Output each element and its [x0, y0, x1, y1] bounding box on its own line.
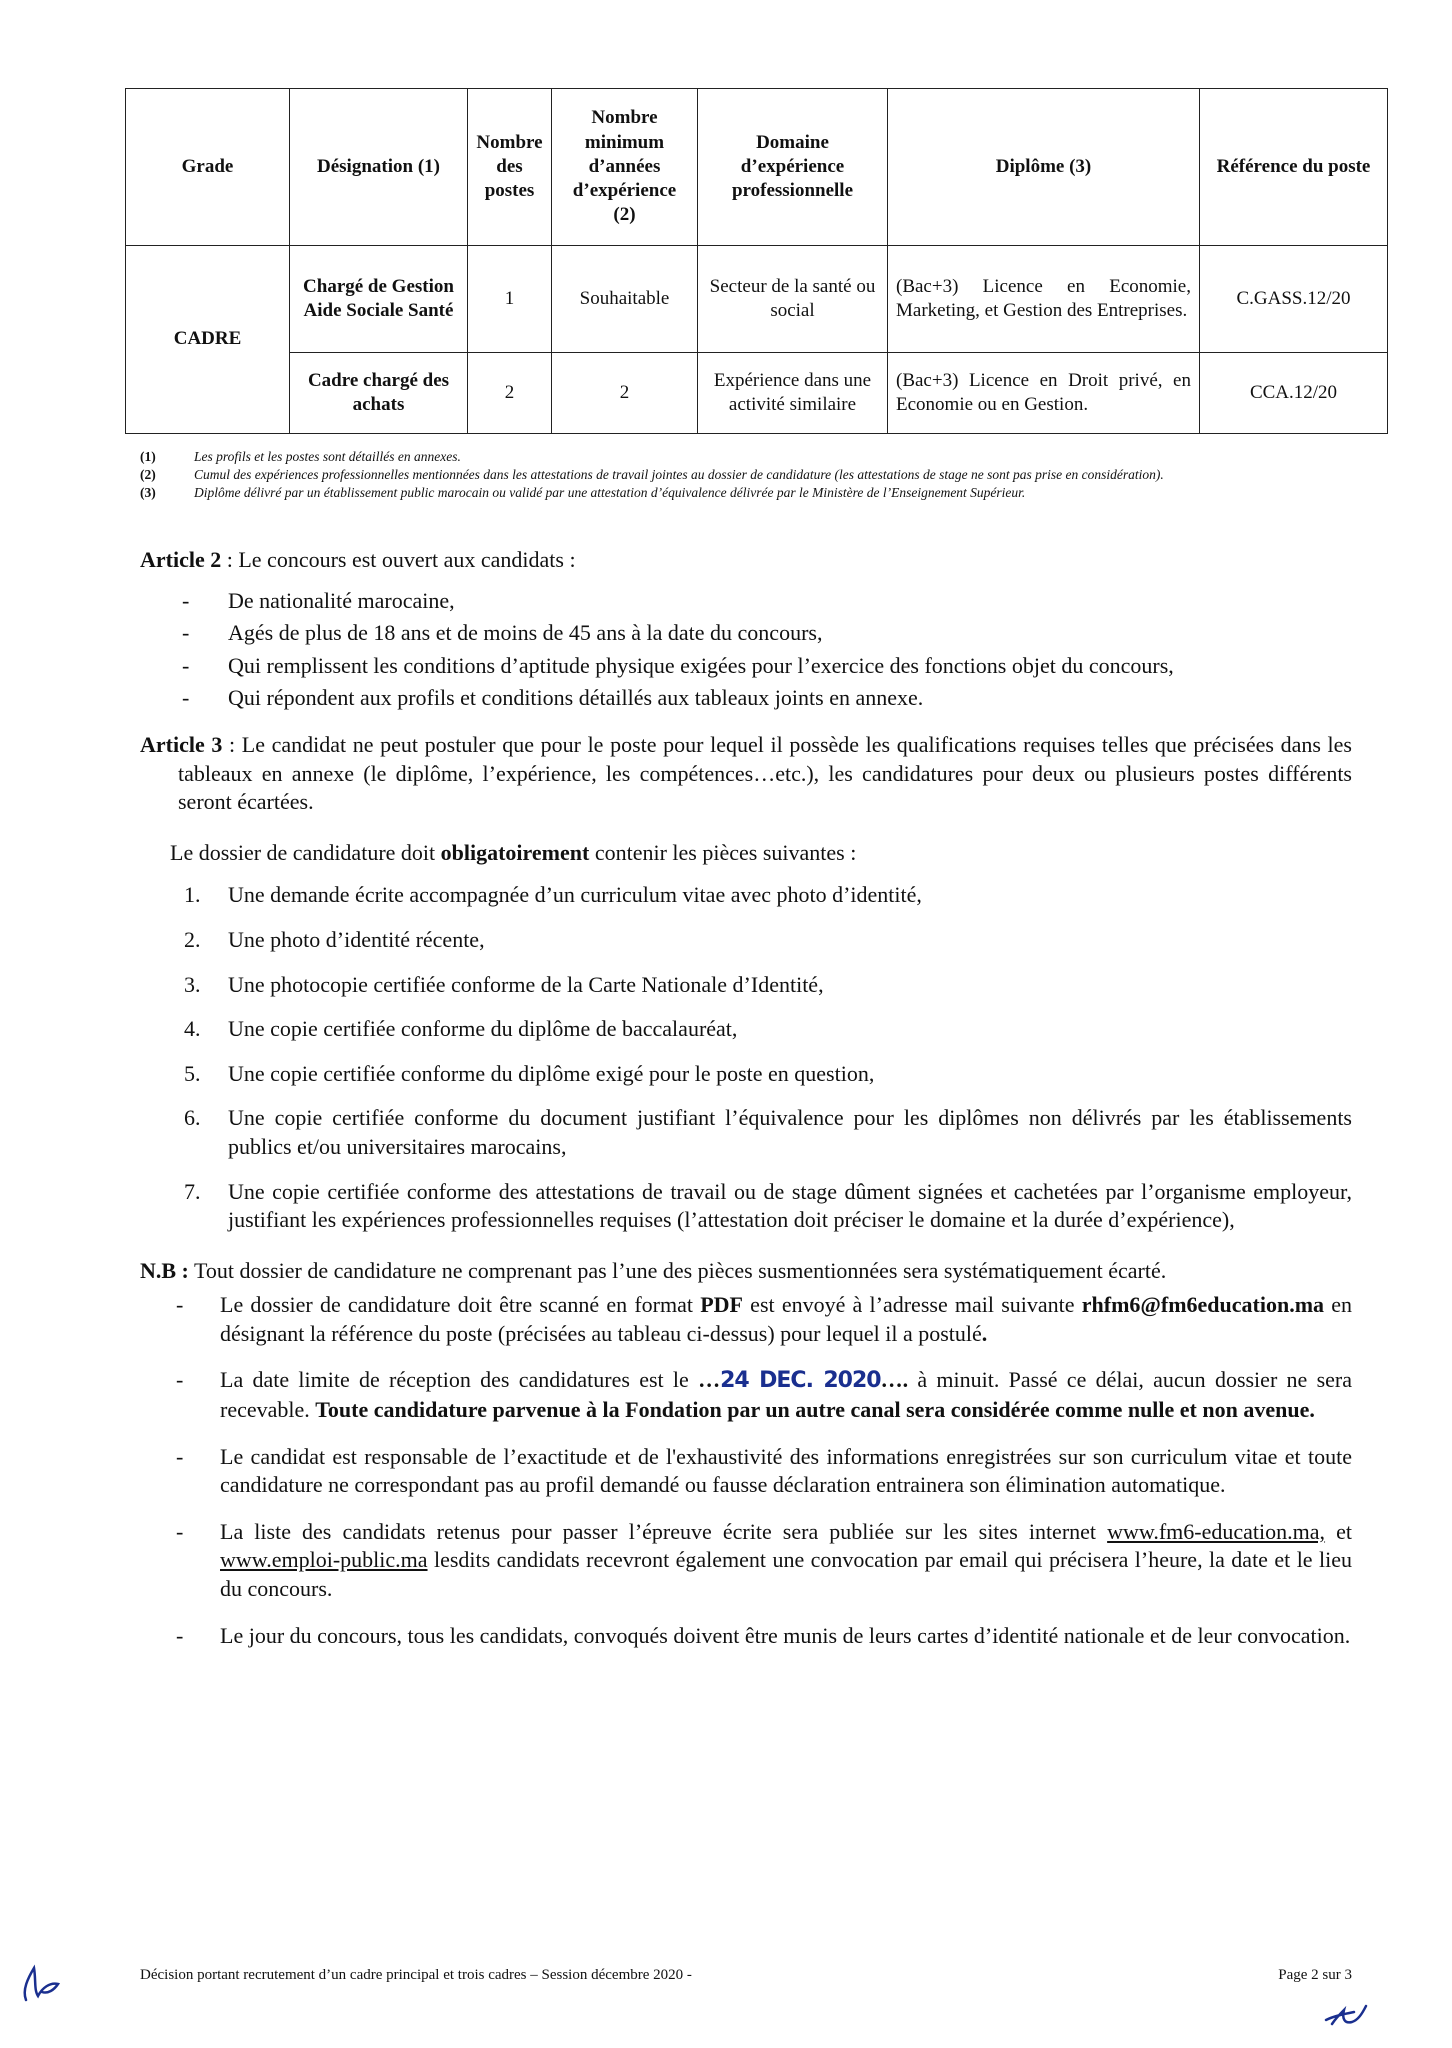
- emploi-public-link[interactable]: www.emploi-public.ma: [220, 1547, 428, 1573]
- nb-item-text: et: [1325, 1518, 1352, 1544]
- page-footer: [140, 1966, 1352, 1986]
- list-item: - Qui répondent aux profils et conditions détaillés aux tableaux joints en annexe.: [228, 684, 1352, 713]
- article-3: [140, 731, 1352, 817]
- nb-item-text: est envoyé à l’adresse mail suivante: [742, 1292, 1082, 1318]
- diplome-cell: (Bac+3) Licence en Droit privé, en Economie ou en Gestion.: [888, 353, 1200, 434]
- fm6-education-link[interactable]: www.fm6-education.ma,: [1107, 1518, 1326, 1544]
- header-designation: Désignation (1): [290, 89, 468, 246]
- date-dots: …: [698, 1367, 721, 1393]
- footnote-text: Diplôme délivré par un établissement public marocain ou validé par une attestation d’équivalence délivrée par le Ministère de l’Enseignement Supérieur.: [194, 484, 1026, 500]
- list-item: - De nationalité marocaine,: [228, 587, 1352, 616]
- header-nombre-postes: Nombre des postes: [468, 89, 552, 246]
- footnote-number: (3): [140, 484, 156, 500]
- nb-item-text: Le dossier de candidature doit être scanné en format: [220, 1292, 701, 1318]
- article-2-conditions-list: [140, 587, 1352, 713]
- pdf-format: PDF: [700, 1292, 743, 1318]
- footnote-text: Cumul des expériences professionnelles mentionnées dans les attestations de travail jointes au dossier de candidature (les attestations de stage ne sont pas prise en considération).: [194, 466, 1164, 482]
- list-item: Une photocopie certifiée conforme de la Carte Nationale d’Identité,: [228, 971, 824, 997]
- date-dots: ….: [880, 1367, 909, 1393]
- diplome-cell: (Bac+3) Licence en Economie, Marketing, et Gestion des Entreprises.: [888, 246, 1200, 353]
- footnote: [140, 448, 1355, 466]
- dossier-intro-text-end: contenir les pièces suivantes :: [589, 839, 857, 865]
- list-item: Une copie certifiée conforme du document justifiant l’équivalence pour les diplômes non délivrés par les établissements publics et/ou universitaires marocains,: [228, 1105, 1352, 1159]
- list-item: - Le jour du concours, tous les candidats, convoqués doivent être munis de leurs cartes d’identité nationale et de leur convocation.: [220, 1622, 1352, 1651]
- article-2-text: : Le concours est ouvert aux candidats :: [221, 547, 576, 572]
- dossier-intro: [140, 839, 1352, 868]
- nb-item-text: La liste des candidats retenus pour passer l’épreuve écrite sera publiée sur les sites internet: [220, 1518, 1108, 1544]
- article-3-title: Article 3: [140, 731, 223, 757]
- domaine-cell: Expérience dans une activité similaire: [698, 353, 888, 434]
- document-body: [140, 546, 1352, 1668]
- handwritten-paraphe-icon: [1322, 1998, 1370, 2032]
- table-row: [126, 353, 1388, 434]
- designation-cell: Cadre chargé des achats: [290, 353, 468, 434]
- nb-item-punctuation: .: [981, 1320, 988, 1346]
- nb-item-text: en désignant la référence du poste (précisées au tableau ci-dessus) pour lequel il a postulé: [220, 1292, 1353, 1346]
- dossier-intro-emphasis: obligatoirement: [440, 839, 590, 865]
- handwritten-deadline-date: 24 DEC. 2020: [720, 1368, 881, 1394]
- nb-label: N.B :: [140, 1257, 189, 1283]
- header-diplome: Diplôme (3): [888, 89, 1200, 246]
- required-documents-list: [140, 881, 1352, 1234]
- table-footnotes: [140, 448, 1355, 501]
- list-item: Une demande écrite accompagnée d’un curriculum vitae avec photo d’identité,: [228, 882, 922, 908]
- list-item: [220, 1291, 1352, 1348]
- footnote: [140, 466, 1355, 484]
- domaine-cell: Secteur de la santé ou social: [698, 246, 888, 353]
- table-row: [126, 246, 1388, 353]
- designation-cell: Chargé de Gestion Aide Sociale Santé: [290, 246, 468, 353]
- header-grade: Grade: [126, 89, 290, 246]
- article-2: [140, 546, 1352, 575]
- table-header-row: [126, 89, 1388, 246]
- article-2-title: Article 2: [140, 547, 222, 572]
- list-item: [220, 1518, 1352, 1604]
- nb-list: [140, 1291, 1352, 1650]
- footnote-number: (2): [140, 466, 156, 482]
- dossier-intro-text: Le dossier de candidature doit: [170, 839, 441, 865]
- handwritten-initials-icon: [20, 1960, 64, 2004]
- nombre-cell: 1: [468, 246, 552, 353]
- footnote: [140, 484, 1355, 502]
- header-min-annees: Nombre minimum d’années d’expérience (2): [552, 89, 698, 246]
- reference-cell: CCA.12/20: [1200, 353, 1388, 434]
- nb-paragraph: [140, 1257, 1352, 1286]
- nb-item-text: à minuit. Passé ce délai, aucun dossier ne sera recevable.: [220, 1367, 1352, 1423]
- article-3-text: : Le candidat ne peut postuler que pour le poste pour lequel il possède les qualifications requises telles que précisées dans les tableaux en annexe (le diplôme, l’expérience, les compétences…etc.), les candidatures pour deux ou plusieurs postes différents seront écartées.: [178, 731, 1352, 815]
- list-item: [220, 1366, 1352, 1424]
- footer-title: Décision portant recrutement d’un cadre principal et trois cadres – Session décembre 2020 -: [140, 1967, 692, 1983]
- reference-cell: C.GASS.12/20: [1200, 246, 1388, 353]
- header-domaine: Domaine d’expérience professionnelle: [698, 89, 888, 246]
- nb-text: Tout dossier de candidature ne comprenant pas l’une des pièces susmentionnées sera systématiquement écarté.: [188, 1257, 1167, 1283]
- footnote-text: Les profils et les postes sont détaillés en annexes.: [194, 449, 461, 464]
- list-item: - Qui remplissent les conditions d’aptitude physique exigées pour l’exercice des fonctions objet du concours,: [228, 652, 1352, 681]
- list-item: Une copie certifiée conforme des attestations de travail ou de stage dûment signées et cachetées par l’organisme employeur, justifiant les expériences professionnelles requises (l’attestation doit préciser le domaine et la durée d’expérience),: [228, 1178, 1352, 1233]
- footnote-number: (1): [140, 449, 156, 464]
- list-item: - Agés de plus de 18 ans et de moins de 45 ans à la date du concours,: [228, 619, 1352, 648]
- posts-table: [125, 88, 1388, 434]
- annees-cell: Souhaitable: [552, 246, 698, 353]
- nb-item-text: lesdits candidats recevront également une convocation par email qui précisera l’heure, la date et le lieu du concours.: [220, 1547, 1352, 1602]
- header-reference: Référence du poste: [1200, 89, 1388, 246]
- list-item: Une copie certifiée conforme du diplôme de baccalauréat,: [228, 1016, 738, 1042]
- list-item: Une copie certifiée conforme du diplôme exigé pour le poste en question,: [228, 1060, 875, 1086]
- page-number: Page 2 sur 3: [1278, 1967, 1352, 1983]
- list-item: Une photo d’identité récente,: [228, 926, 485, 952]
- grade-cell: CADRE: [126, 246, 290, 434]
- annees-cell: 2: [552, 353, 698, 434]
- list-item: - Le candidat est responsable de l’exactitude et de l'exhaustivité des informations enregistrées sur son curriculum vitae et toute candidature ne correspondant pas au profil demandé ou fausse déclaration entrainera son élimination automatique.: [220, 1443, 1352, 1500]
- nb-item-text: La date limite de réception des candidatures est le: [220, 1367, 699, 1393]
- nombre-cell: 2: [468, 353, 552, 434]
- contact-email[interactable]: rhfm6@fm6education.ma: [1081, 1292, 1325, 1318]
- nb-item-emphasis: Toute candidature parvenue à la Fondation par un autre canal sera considérée comme nulle et non avenue.: [315, 1397, 1315, 1423]
